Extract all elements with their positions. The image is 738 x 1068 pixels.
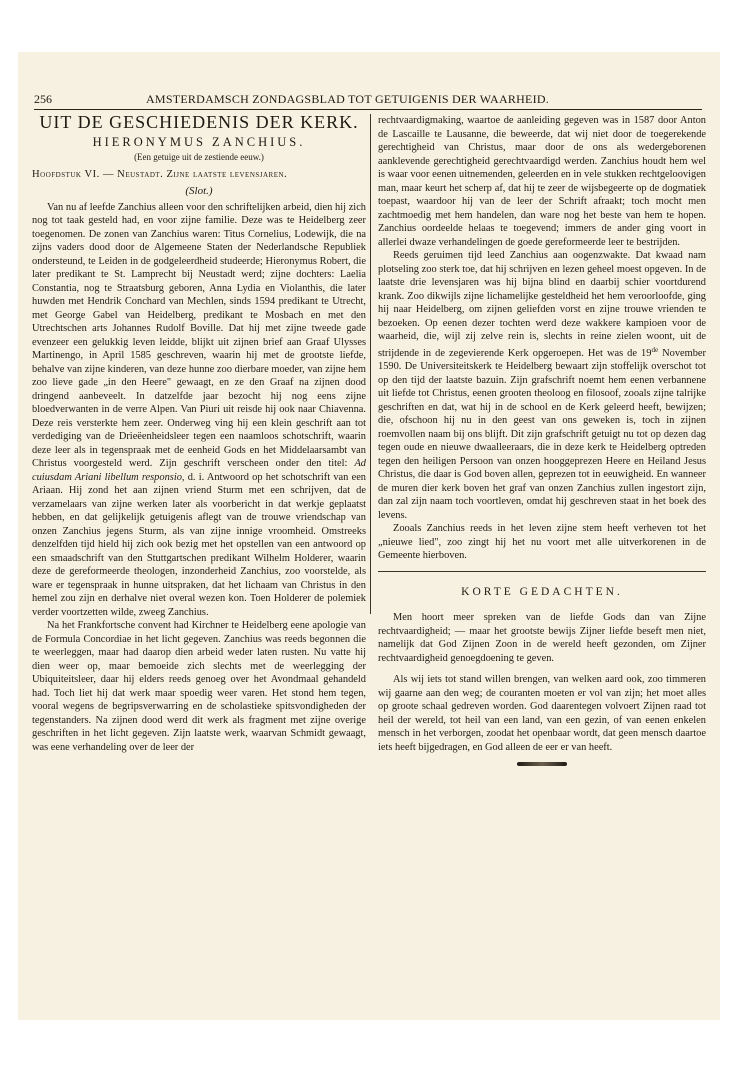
paragraph: Na het Frankfortsche convent had Kirchner te Heidelberg eene apologie van de Formula Concordiae in het licht gegeven. Zanchius was reeds begonnen die te weerleggen, maar had daarop dien arbeid weder laten rusten. Nu vatte hij dien weer op, maar bemoeide zich slechts met de weerlegging der Ubiquiteitsleer, daar hij elders reeds genoeg over het Avondmaal gehandeld had. Toch liet hij dat werk maar spoedig weer varen. Het stond hem tegen, vooral wegens de begripsverwarring en de scholastieke spitsvondigheden der tegenstanders. Na zijnen dood werd dit werk als fragment met zijne overige geschriften in het licht gegeven. Zijn laatste werk, waarvan Schmidt gewaagt, was eene verhandeling over de leer der bbox=[32, 620, 366, 753]
korte-title: KORTE GEDACHTEN. bbox=[461, 585, 623, 598]
column-divider bbox=[370, 114, 371, 614]
running-title: AMSTERDAMSCH ZONDAGSBLAD TOT GETUIGENIS DER WAARHEID. bbox=[146, 92, 550, 106]
chapter-title: — Neustadt. Zijne laatste levensjaren. bbox=[99, 168, 288, 180]
header-rule bbox=[34, 109, 702, 110]
section-title: UIT DE GESCHIEDENIS DER KERK. bbox=[39, 112, 359, 132]
page-number: 256 bbox=[34, 92, 52, 106]
slot-label: (Slot.) bbox=[185, 185, 213, 197]
left-column bbox=[32, 114, 366, 754]
article-subject: HIERONYMUS ZANCHIUS. bbox=[92, 134, 306, 149]
page bbox=[18, 52, 720, 1020]
article-subtitle: (Een getuige uit de zestiende eeuw.) bbox=[134, 152, 264, 162]
chapter-label: Hoofdstuk VI. bbox=[32, 168, 100, 180]
paragraph: Zooals Zanchius reeds in het leven zijne stem heeft verheven tot het „nieuwe lied", zoo zingt hij het nu voort met alle uitverkorenen in de Gemeente hierboven. bbox=[378, 523, 706, 561]
section-rule bbox=[378, 571, 706, 572]
ornament-rule bbox=[517, 762, 567, 766]
paragraph: Van nu af leefde Zanchius alleen voor den schriftelijken arbeid, dien hij zich nog tot taak gesteld had, en voor zijne familie. Deze was te Heidelberg zeer toegenomen. De zonen van Zanchius waren: Titus Cornelius, Lodewijk, die na zijns vaders dood door de Algemeene Staten der Nederlandsche Republiek ondersteund, te Leiden in de godgeleerdheid studeerde; Hieronymus Robert, die later predikant te St. Lamprecht bij Neustadt werd; zijne dochters: Laelia Constantia, nog te Straatsburg geboren, Anna Lydia en Violanthis, die later huwden met Hendrik Conchard van Mechlen, sinds 1594 predikant te Utrecht, met George Gabel van Heidelberg, predikant te Mosbach en met den Utrechtschen arts Johannes Rudolf Boville. Dat hij met zijne tweede gade evenzeer een gelukkig leven leidde, blijkt uit zijnen brief aan Graaf Ulysses Martinengo, in April 1585 geschreven, waarin hij met de grootste liefde, behalve van zijne kinderen, van deze hunne zoo dierbare moeder, van zijne hem zoo lieve gade „in den Heere" gewaagt, en ze den Graaf na zijnen dood dringend aanbeveelt. In datzelfde jaar bezocht hij nog eens zijne bloedverwanten in de verre Alpen. Van Piuri uit reisde hij ook naar Chiavenna. Deze reis versterkte hem zeer. Onderweg ving hij een klein geschrift aan tot verdediging van de Drieëenheidsleer tegen een naamloos schotschrift, waarin deze leer als in tegenspraak met de eenheid Gods en het Middelaarsambt van Christus voorgesteld werd. Zijn geschrift verscheen onder den titel: Ad cuiusdam Ariani libellum responsio, d. i. Antwoord op het schotschrift van een Ariaan. Hij zond het aan zijnen vriend Sturm met een schrijven, dat de verzamelaars van zijne werken later als voorbericht in dat werkje geplaatst hebben, en dat gelijkelijk getuigenis aflegt van de trouwe vriendschap van onzen Zanchius jegens Sturm, als van zijne innige vroomheid. Omstreeks denzelfden tijd hield hij zich ook bezig met het opstellen van een antwoord op een smaadschrift van den Stuttgartschen predikant Wilhelm Holderer, waarin deze de gereformeerde theologen, inzonderheid Zanchius, zoo voorstelde, als ware er tegenspraak in hunne uitspraken, dat het lichaam van Christus in den hemel zou zijn en derhalve niet overal wezen kon. Toen Holderer de polemiek verder voortzetten wilde, zweeg Zanchius. bbox=[32, 201, 366, 618]
book-title: Ad cuiusdam Ariani libellum responsio bbox=[32, 458, 366, 483]
running-header bbox=[18, 92, 720, 108]
paragraph: rechtvaardigmaking, waartoe de aanleiding gegeven was in 1587 door Anton de Lascaille te Lausanne, die beweerde, dat wij niet door de toegerekende gerechtigheid van Christus, maar door de ons als wedergeborenen aanklevende gerechtigheid gerechtvaardigd werden. Zanchius houdt hem wel is waar voor eenen uitnemenden, geleerden en in vele stukken rechtgeloovigen man, maar keurt het scherp af, dat hij te zeer de wijsbegeerte op de dogmatiek toepast, waardoor hij van de leer der Schrift afraakt; toch mocht men zachtmoedig met hem handelen, dan ware nog het beste van hem te hopen. Zanchius oordeelde helaas te toegevend; immers de ander ging voort in allerlei dwaze verhandelingen de goede gereformeerde leer te bestrijden. bbox=[378, 115, 706, 248]
right-column bbox=[378, 114, 706, 766]
chapter-heading bbox=[32, 168, 366, 182]
korte-paragraph: Als wij iets tot stand willen brengen, van welken aard ook, zoo timmeren wij gaarne aan den weg; de couranten moeten er vol van zijn; het moet alles op groote schaal gedreven worden. God daarentegen volvoert Zijnen raad tot heil der wereld, tot heil van een land, van een gezin, of van eenen enkelen mensch in het verborgen, zoodat het openbaar wordt, dat geen mensch daartoe iets heeft bijgedragen, en God alleen de eer er van heeft. bbox=[378, 674, 706, 753]
paragraph: Reeds geruimen tijd leed Zanchius aan oogenzwakte. Dat kwaad nam plotseling zoo sterk toe, dat hij schrijven en lezen geheel moest opgeven. In de laatste drie levensjaren was hij bijna blind en daarbij schier voortdurend krank. Zoo dikwijls zijne lichamelijke gesteldheid het hem veroorloofde, ging hij naar Heidelberg, om zijnen geliefden vorst en zijne trouwe vrienden te bezoeken. Op eenen dezer tochten werd deze wakkere kampioen voor de waarheid, die, wijl zij zelve rein is, slechts in reine zielen woont, uit de strijdende in de zegevierende Kerk opgeroepen. Het was de 19de November 1590. De Universiteitskerk te Heidelberg bewaart zijn stoffelijk overschot tot op den tijd der laatste bazuin. Zijn grafschrift noemt hem eenen verbannene uit liefde tot Christus, eenen grooten theoloog en filosoof, zooals zijne talrijke geschriften en dat, wat hij in de school en de Kerk geleerd heeft, bewijzen; die, ofschoon hij nu in den geest van ons geweken is, toch in zijnen roemvollen naam bij ons blijft. Dit zijn grafschrift getuigt nu tot op dezen dag tegen oude en nieuwe dwaalleeraars, die in deze kerk te Heidelberg optreden tegen den heiligen Persoon van onzen hooggeprezen Heere en Heiland Jesus Christus, die daar is God boven allen, geprezen tot in eeuwigheid. En wanneer de muren dier kerk boven het graf van onzen Zanchius zullen ingestort zijn, dan zal zijn naam toch voortleven, omdat hij geschreven staat in het boek des levens. bbox=[378, 250, 706, 521]
date-superscript: de bbox=[651, 345, 659, 354]
korte-paragraph: Men hoort meer spreken van de liefde Gods dan van Zijne rechtvaardigheid; — maar het grootste bewijs Zijner liefde beseft men niet, namelijk dat God Zijnen Zoon in de wereld heeft gezonden, om Zijner rechtvaardigheid genoegdoening te geven. bbox=[378, 612, 706, 664]
